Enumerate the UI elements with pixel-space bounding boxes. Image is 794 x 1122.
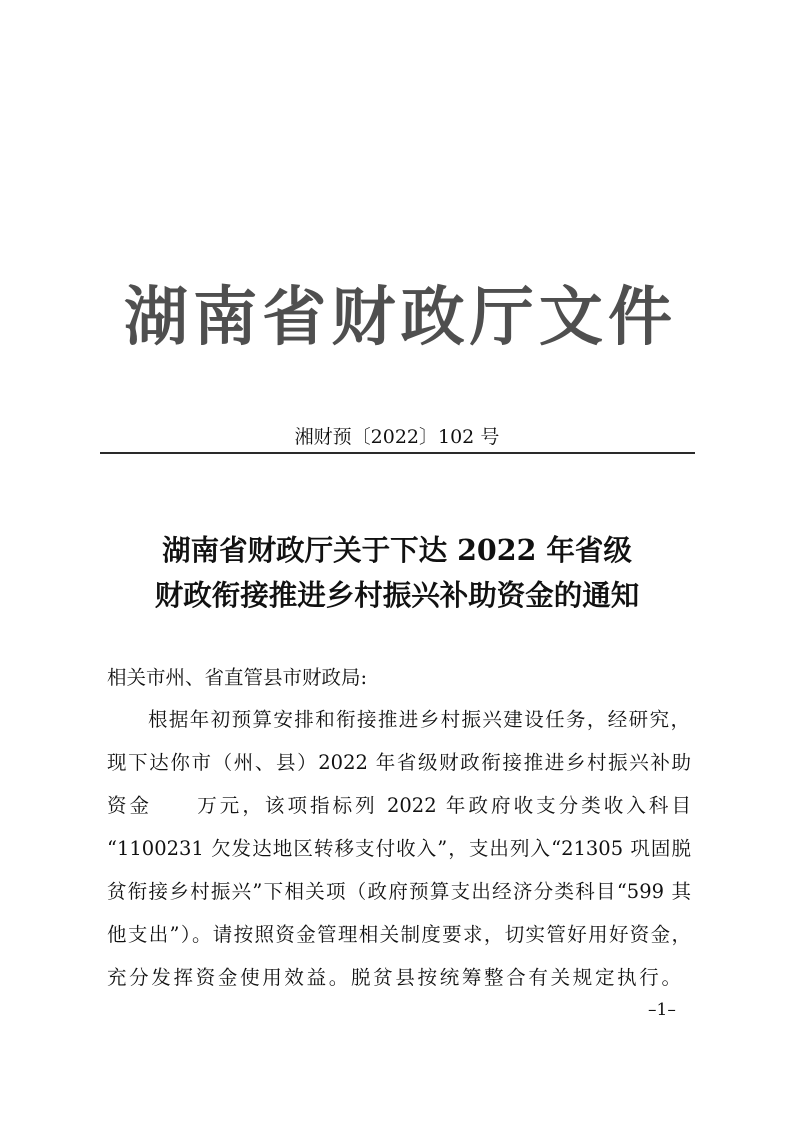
body-line: 根据年初预算安排和衔接推进乡村振兴建设任务，经研究，	[148, 708, 690, 731]
body-line: 现下达你市（州、县）2022 年省级财政衔接推进乡村振兴补助	[107, 751, 691, 774]
document-header-title: 湖南省财政厅文件	[124, 280, 672, 355]
body-line: “1100231 欠发达地区转移支付收入”，支出列入“21305 巩固脱	[107, 837, 691, 860]
page-number: –1–	[648, 1000, 676, 1020]
salutation: 相关市州、省直管县市财政局:	[107, 666, 368, 689]
notice-title-line-2: 财政衔接推进乡村振兴补助资金的通知	[154, 578, 640, 612]
notice-title-line-1: 湖南省财政厅关于下达 2022 年省级	[162, 533, 632, 567]
body-line: 资金 万元，该项指标列 2022 年政府收支分类收入科目	[107, 794, 691, 817]
body-line: 贫衔接乡村振兴”下相关项（政府预算支出经济分类科目“599 其	[107, 880, 691, 903]
document-number: 湘财预〔2022〕102 号	[294, 426, 500, 448]
header-divider	[100, 452, 695, 454]
body-line: 他支出”）。请按照资金管理相关制度要求，切实管好用好资金，	[107, 923, 691, 946]
body-line: 充分发挥资金使用效益。脱贫县按统筹整合有关规定执行。	[107, 966, 681, 989]
